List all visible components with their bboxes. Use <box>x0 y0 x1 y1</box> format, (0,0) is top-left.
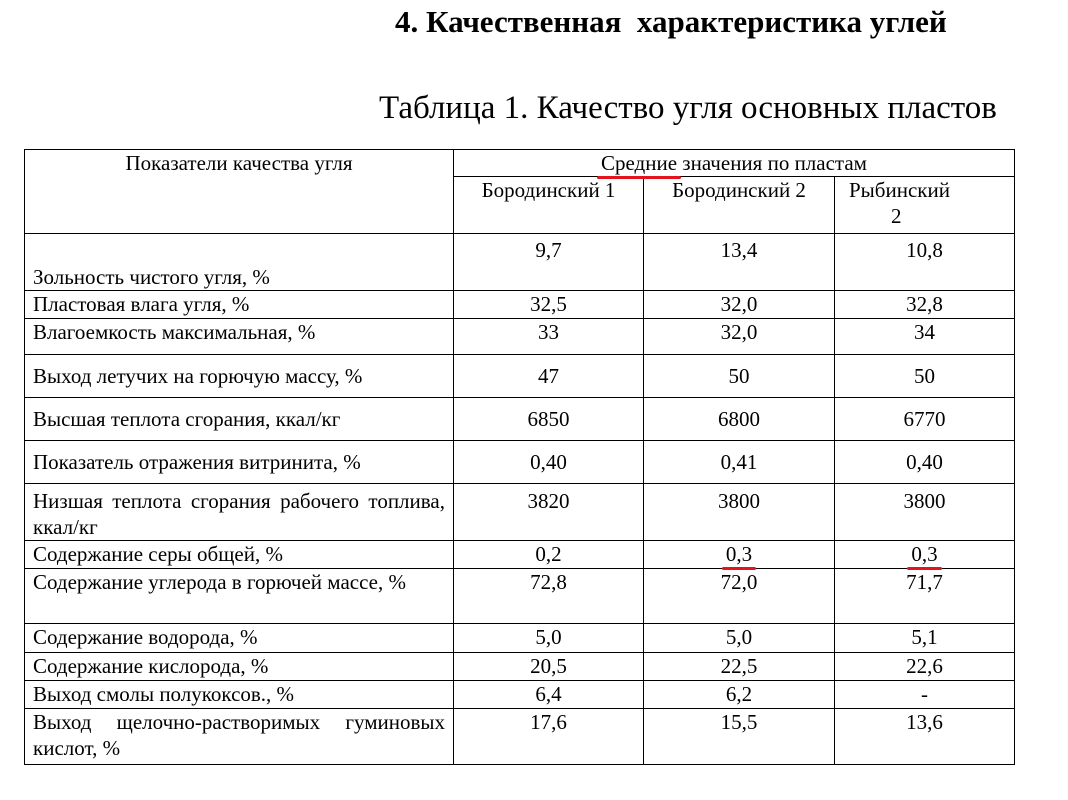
table-cell: 50 <box>644 355 835 398</box>
row-label: Пластовая влага угля, % <box>25 291 454 319</box>
table-row <box>25 234 1015 291</box>
table-cell: 32,0 <box>644 291 835 319</box>
section-title: 4. Качественная характеристика углей <box>395 4 947 39</box>
table-cell: 3820 <box>454 484 644 541</box>
table-cell: 71,7 <box>835 569 1015 624</box>
table-row <box>25 653 1015 681</box>
table-cell: 32,5 <box>454 291 644 319</box>
table-cell: 6,4 <box>454 681 644 709</box>
table-cell: 13,6 <box>835 709 1015 765</box>
row-label: Выход летучих на горючую массу, % <box>25 355 454 398</box>
table-row <box>25 681 1015 709</box>
annotated-value: 0,3 <box>726 541 752 567</box>
table-row <box>25 355 1015 398</box>
table-cell: 6770 <box>835 398 1015 441</box>
table-cell: 0,2 <box>454 541 644 569</box>
table-cell: 32,0 <box>644 319 835 355</box>
table-cell <box>835 541 1015 569</box>
column-header-borodinsky-1: Бородинский 1 <box>454 177 644 234</box>
annotated-word: Средние <box>601 150 677 176</box>
table-row <box>25 291 1015 319</box>
red-underline-mark <box>722 567 756 570</box>
table-cell: 47 <box>454 355 644 398</box>
table-row <box>25 624 1015 653</box>
table-cell: 0,41 <box>644 441 835 484</box>
table-row <box>25 319 1015 355</box>
table-row <box>25 441 1015 484</box>
row-label: Низшая теплота сгорания рабочего топлива, ккал/кг <box>25 484 454 541</box>
table-cell: 22,6 <box>835 653 1015 681</box>
table-cell: 9,7 <box>454 234 644 291</box>
table-cell: 6850 <box>454 398 644 441</box>
row-label: Выход смолы полукоксов., % <box>25 681 454 709</box>
coal-quality-table <box>24 149 1015 765</box>
table-cell: 6,2 <box>644 681 835 709</box>
table-row <box>25 541 1015 569</box>
table-caption: Таблица 1. Качество угля основных пластов <box>379 90 997 126</box>
table-cell: - <box>835 681 1015 709</box>
table-row <box>25 484 1015 541</box>
row-label: Содержание углерода в горючей массе, % <box>25 569 454 624</box>
table-cell: 50 <box>835 355 1015 398</box>
row-label: Выход щелочно-растворимых гуминовых кислот, % <box>25 709 454 765</box>
column-header-rybinsky-2: Рыбинский 2 <box>835 177 1015 234</box>
row-label: Содержание водорода, % <box>25 624 454 653</box>
table-cell: 22,5 <box>644 653 835 681</box>
column-header-borodinsky-2: Бородинский 2 <box>644 177 835 234</box>
row-label: Влагоемкость максимальная, % <box>25 319 454 355</box>
row-label: Показатель отражения витринита, % <box>25 441 454 484</box>
table-cell: 0,40 <box>454 441 644 484</box>
table-cell: 17,6 <box>454 709 644 765</box>
row-label: Содержание кислорода, % <box>25 653 454 681</box>
table-cell: 15,5 <box>644 709 835 765</box>
table-cell: 32,8 <box>835 291 1015 319</box>
row-label: Высшая теплота сгорания, ккал/кг <box>25 398 454 441</box>
parameter-column-header: Показатели качества угля <box>25 150 454 234</box>
table-cell: 34 <box>835 319 1015 355</box>
table-cell: 33 <box>454 319 644 355</box>
red-underline-mark <box>597 176 681 179</box>
table-cell: 5,0 <box>454 624 644 653</box>
table-cell: 6800 <box>644 398 835 441</box>
annotated-value: 0,3 <box>911 541 937 567</box>
table-cell: 3800 <box>835 484 1015 541</box>
table-cell: 20,5 <box>454 653 644 681</box>
table-cell: 13,4 <box>644 234 835 291</box>
table-cell: 5,1 <box>835 624 1015 653</box>
table-cell: 5,0 <box>644 624 835 653</box>
red-underline-mark <box>907 567 941 570</box>
group-header: Средние значения по пластам <box>454 150 1015 177</box>
header-row-1 <box>25 150 1015 177</box>
table-row <box>25 709 1015 765</box>
table-cell <box>644 541 835 569</box>
table-cell: 72,0 <box>644 569 835 624</box>
table-row <box>25 569 1015 624</box>
table-cell: 3800 <box>644 484 835 541</box>
table-row <box>25 398 1015 441</box>
table-cell: 72,8 <box>454 569 644 624</box>
row-label: Содержание серы общей, % <box>25 541 454 569</box>
table-cell: 0,40 <box>835 441 1015 484</box>
row-label: Зольность чистого угля, % <box>25 234 454 291</box>
table-cell: 10,8 <box>835 234 1015 291</box>
